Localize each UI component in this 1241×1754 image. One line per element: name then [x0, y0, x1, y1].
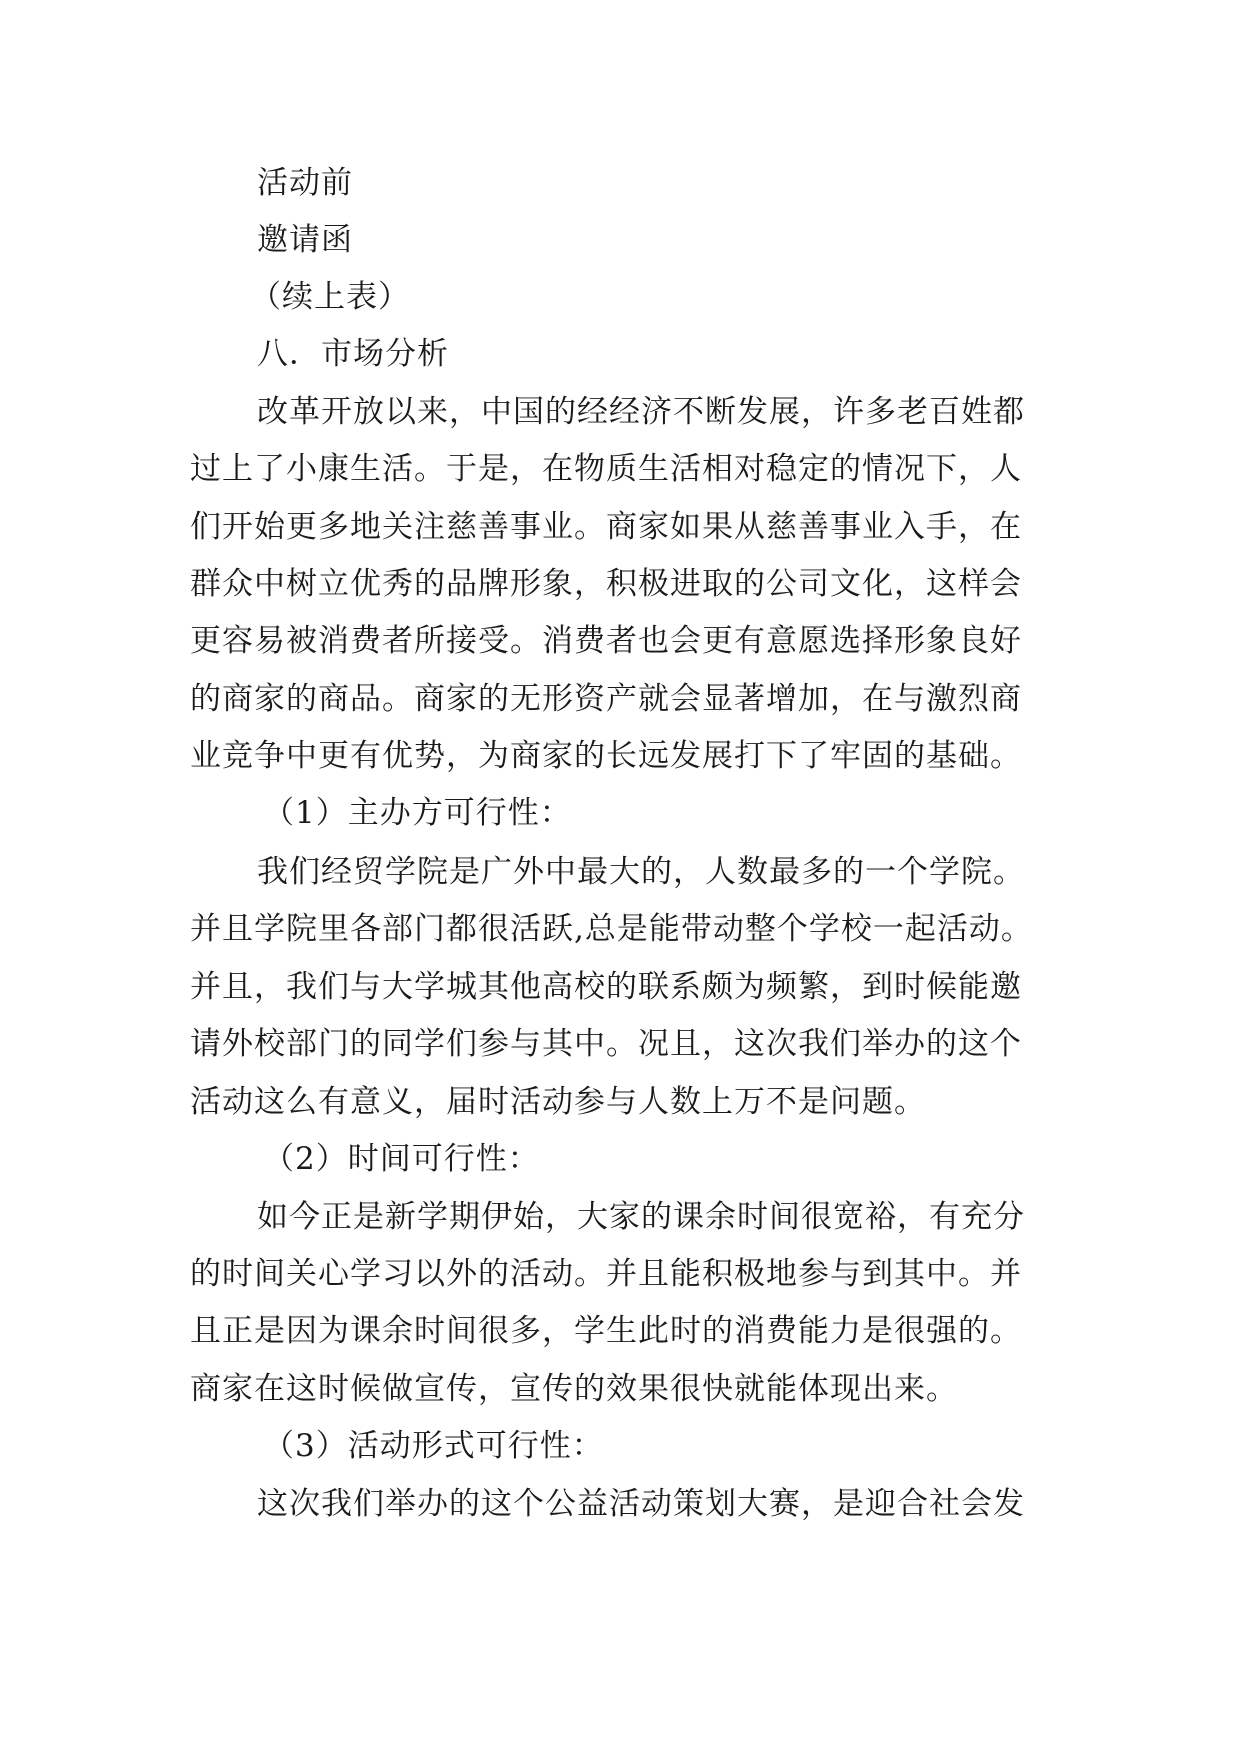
paragraph-line: 的时间关心学习以外的活动。并且能积极地参与到其中。并 [190, 1256, 1022, 1292]
paragraph-line: 我们经贸学院是广外中最大的，人数最多的一个学院。 [257, 854, 1025, 890]
paragraph-line: 且正是因为课余时间很多，学生此时的消费能力是很强的。 [190, 1313, 1022, 1349]
text-line-activity-before: 活动前 [257, 165, 353, 201]
paragraph-line: 业竞争中更有优势，为商家的长远发展打下了牢固的基础。 [190, 738, 1022, 774]
paragraph-line: 改革开放以来，中国的经经济不断发展，许多老百姓都 [257, 394, 1025, 430]
subheading-organizer-feasibility: （1）主办方可行性： [263, 795, 572, 831]
paragraph-line: 过上了小康生活。于是，在物质生活相对稳定的情况下，人 [190, 451, 1022, 487]
subheading-activity-format-feasibility: （3）活动形式可行性： [263, 1428, 604, 1464]
paragraph-line: 并且学院里各部门都很活跃,总是能带动整个学校一起活动。 [190, 911, 1033, 947]
paragraph-line: 这次我们举办的这个公益活动策划大赛，是迎合社会发 [257, 1486, 1025, 1522]
paragraph-line: 商家在这时候做宣传，宣传的效果很快就能体现出来。 [190, 1371, 958, 1407]
text-line-invitation: 邀请函 [257, 222, 353, 258]
paragraph-line: 的商家的商品。商家的无形资产就会显著增加，在与激烈商 [190, 681, 1022, 717]
paragraph-line: 请外校部门的同学们参与其中。况且，这次我们举办的这个 [190, 1026, 1022, 1062]
paragraph-line: 活动这么有意义，届时活动参与人数上万不是问题。 [190, 1084, 926, 1120]
section-heading-market-analysis: 八．市场分析 [257, 336, 449, 372]
paragraph-line: 如今正是新学期伊始，大家的课余时间很宽裕，有充分 [257, 1199, 1025, 1235]
subheading-time-feasibility: （2）时间可行性： [263, 1141, 540, 1177]
paragraph-line: 并且，我们与大学城其他高校的联系颇为频繁，到时候能邀 [190, 969, 1022, 1005]
paragraph-line: 们开始更多地关注慈善事业。商家如果从慈善事业入手，在 [190, 509, 1022, 545]
text-line-continued-table: （续上表） [250, 279, 410, 315]
paragraph-line: 更容易被消费者所接受。消费者也会更有意愿选择形象良好 [190, 623, 1022, 659]
paragraph-line: 群众中树立优秀的品牌形象，积极进取的公司文化，这样会 [190, 566, 1022, 602]
